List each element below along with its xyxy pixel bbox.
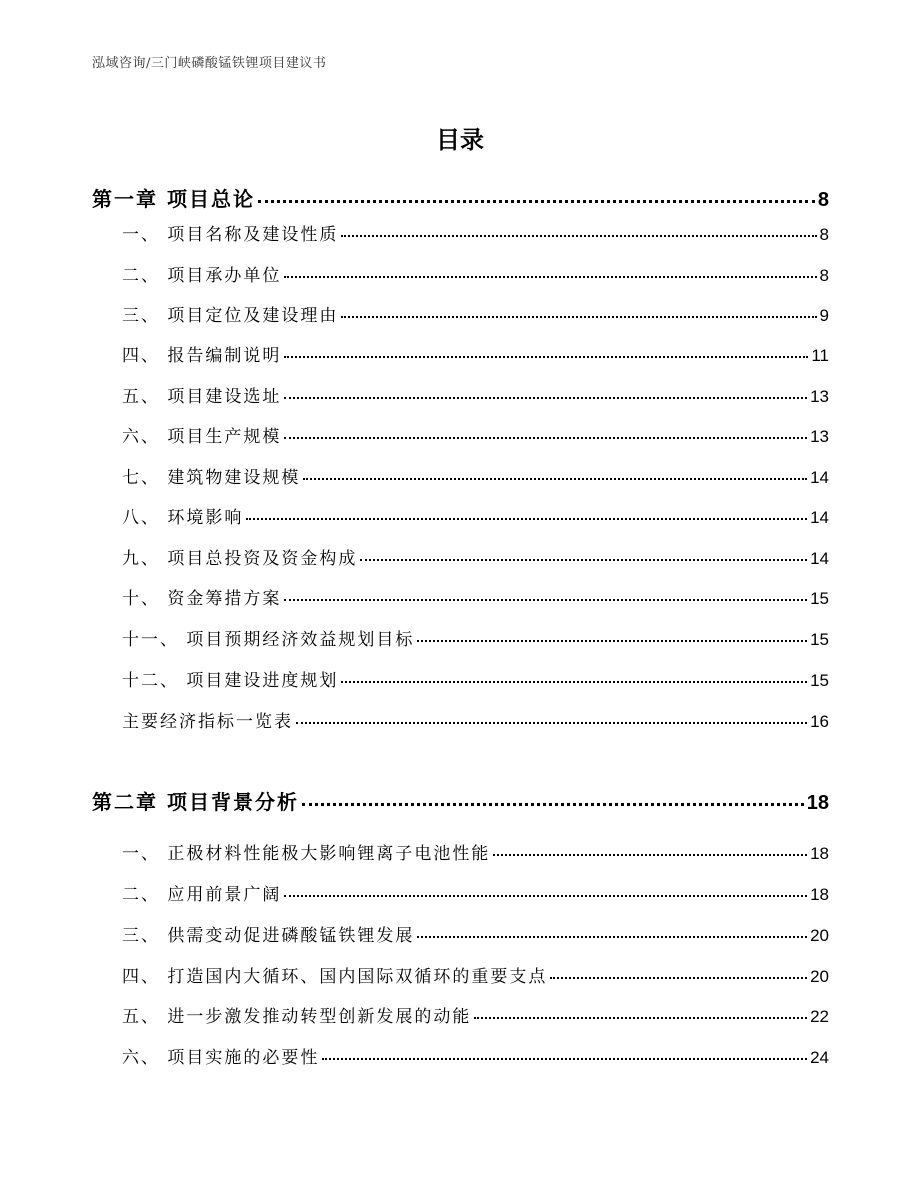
toc-section-entry[interactable] [122, 921, 829, 946]
toc-section-entry[interactable] [122, 1043, 829, 1068]
toc-entry-label: 一、 正极材料性能极大影响锂离子电池性能 [122, 844, 491, 864]
toc-dot-leader [284, 276, 816, 278]
toc-entry-page-number: 8 [817, 189, 829, 211]
toc-entry-label: 主要经济指标一览表 [122, 712, 293, 732]
toc-dot-leader [493, 854, 807, 856]
toc-dot-leader [360, 559, 807, 561]
toc-entry-page-number: 20 [810, 967, 829, 986]
toc-entry-label: 第一章 项目总论 [92, 187, 255, 211]
toc-entry-label: 六、 项目生产规模 [122, 427, 282, 447]
toc-entry-label: 六、 项目实施的必要性 [122, 1048, 320, 1068]
toc-section-entry[interactable] [122, 584, 829, 609]
toc-chapter-entry[interactable] [92, 786, 829, 815]
toc-dot-leader [284, 397, 807, 399]
toc-entry-page-number: 22 [810, 1007, 829, 1026]
toc-dot-leader [417, 936, 807, 938]
toc-entry-page-number: 11 [811, 346, 829, 365]
toc-entry-label: 十二、 项目建设进度规划 [122, 671, 339, 691]
toc-entry-page-number: 14 [810, 508, 829, 527]
toc-entry-page-number: 16 [810, 712, 829, 731]
toc-dot-leader [550, 977, 807, 979]
toc-dot-leader [341, 681, 807, 683]
toc-entry-label: 五、 项目建设选址 [122, 387, 282, 407]
toc-section-entry[interactable] [122, 341, 829, 366]
toc-entry-label: 五、 进一步激发推动转型创新发展的动能 [122, 1007, 472, 1027]
toc-entry-label: 二、 应用前景广阔 [122, 885, 282, 905]
toc-entry-page-number: 15 [810, 671, 829, 690]
toc-dot-leader [284, 895, 807, 897]
toc-entry-label: 第二章 项目背景分析 [92, 790, 299, 814]
toc-dot-leader [296, 722, 807, 724]
toc-section-entry[interactable] [122, 707, 829, 732]
toc-dot-leader [284, 356, 808, 358]
toc-entry-page-number: 13 [810, 427, 829, 446]
toc-entry-page-number: 18 [806, 792, 829, 814]
toc-entry-label: 十一、 项目预期经济效益规划目标 [122, 630, 415, 650]
toc-entry-label: 三、 项目定位及建设理由 [122, 306, 339, 326]
toc-entry-page-number: 13 [810, 387, 829, 406]
toc-section-entry[interactable] [122, 962, 829, 987]
toc-dot-leader [417, 640, 807, 642]
toc-dot-leader [474, 1017, 807, 1019]
toc-entry-label: 九、 项目总投资及资金构成 [122, 549, 358, 569]
toc-dot-leader [341, 235, 816, 237]
toc-section-entry[interactable] [122, 503, 829, 528]
toc-dot-leader [246, 518, 807, 520]
document-header: 泓域咨询/三门峡磷酸锰铁锂项目建议书 [92, 56, 327, 71]
toc-entry-label: 一、 项目名称及建设性质 [122, 225, 339, 245]
toc-entry-page-number: 18 [810, 885, 829, 904]
toc-section-entry[interactable] [122, 463, 829, 488]
toc-dot-leader [303, 478, 807, 480]
toc-section-entry[interactable] [122, 382, 829, 407]
toc-section-entry[interactable] [122, 422, 829, 447]
toc-entry-label: 四、 打造国内大循环、国内国际双循环的重要支点 [122, 967, 548, 987]
toc-entry-page-number: 14 [810, 549, 829, 568]
toc-entry-page-number: 9 [819, 306, 829, 325]
toc-section-entry[interactable] [122, 1002, 829, 1027]
toc-entry-page-number: 20 [810, 926, 829, 945]
toc-entry-label: 八、 环境影响 [122, 508, 244, 528]
toc-entry-page-number: 18 [810, 844, 829, 863]
toc-section-entry[interactable] [122, 625, 829, 650]
toc-dot-leader [322, 1058, 807, 1060]
toc-entry-page-number: 8 [819, 266, 829, 285]
toc-section-entry[interactable] [122, 666, 829, 691]
toc-entry-page-number: 24 [810, 1048, 829, 1067]
toc-section-entry[interactable] [122, 261, 829, 286]
toc-dot-leader [302, 803, 804, 806]
toc-chapter-entry[interactable] [92, 183, 829, 212]
toc-section-entry[interactable] [122, 220, 829, 245]
toc-section-entry[interactable] [122, 839, 829, 864]
toc-entry-label: 四、 报告编制说明 [122, 346, 282, 366]
toc-title: 目录 [436, 126, 484, 154]
toc-section-entry[interactable] [122, 880, 829, 905]
toc-dot-leader [258, 200, 815, 203]
toc-entry-page-number: 15 [810, 589, 829, 608]
toc-entry-page-number: 15 [810, 630, 829, 649]
toc-dot-leader [284, 599, 807, 601]
toc-entry-label: 七、 建筑物建设规模 [122, 468, 301, 488]
toc-entry-page-number: 14 [810, 468, 829, 487]
toc-section-entry[interactable] [122, 544, 829, 569]
toc-section-entry[interactable] [122, 301, 829, 326]
toc-dot-leader [341, 316, 816, 318]
toc-entry-label: 十、 资金筹措方案 [122, 589, 282, 609]
toc-entry-label: 三、 供需变动促进磷酸锰铁锂发展 [122, 926, 415, 946]
toc-entry-page-number: 8 [819, 225, 829, 244]
toc-entry-label: 二、 项目承办单位 [122, 266, 282, 286]
toc-dot-leader [284, 437, 807, 439]
